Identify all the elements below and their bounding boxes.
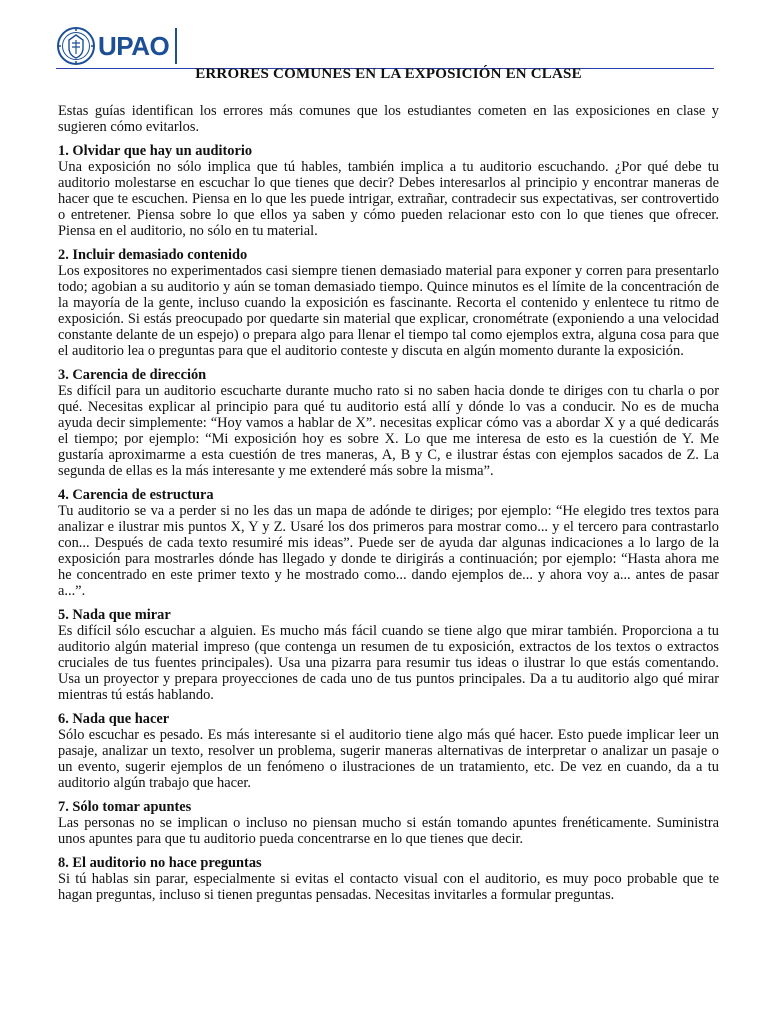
document-body: [58, 66, 719, 911]
section-body: Si tú hablas sin parar, especialmente si evitas el contacto visual con el auditorio, es muy poco probable que te hagan preguntas, incluso si tienen preguntas pensadas. Necesitas invitarles a formular preguntas.: [58, 871, 719, 903]
section-body: Sólo escuchar es pesado. Es más interesante si el auditorio tiene algo más qué hacer. Esto puede implicar leer un pasaje, analizar un texto, resolver un problema, sugerir maneras alternativas de interpretar o analizar un pasaje o un evento, sugerir ejemplos de un fenómeno o ilustraciones de un tratamiento, etc. De vez en cuando, da a tu auditorio algún trabajo que hacer.: [58, 727, 719, 791]
document-title: ERRORES COMUNES EN LA EXPOSICIÓN EN CLASE: [195, 66, 582, 82]
intro-paragraph: Estas guías identifican los errores más comunes que los estudiantes cometen en las exposiciones en clase y sugieren cómo evitarlos.: [58, 103, 719, 135]
section-forget-audience: [58, 143, 719, 239]
section-lack-of-direction: [58, 367, 719, 479]
section-lack-of-structure: [58, 487, 719, 599]
section-heading: 3. Carencia de dirección: [58, 367, 207, 383]
upao-logo: [56, 26, 177, 66]
page-header: [56, 26, 714, 69]
section-body: Las personas no se implican o incluso no piensan mucho si están tomando apuntes frenéticamente. Suministra unos apuntes para que tu auditorio pueda concentrarse en lo que tienes que decir.: [58, 815, 719, 847]
section-body: Tu auditorio se va a perder si no les das un mapa de adónde te diriges; por ejemplo: “He elegido tres textos para analizar e ilustrar mis puntos X, Y y Z. Usaré los dos primeros para mostrar como... y el tercero para contrastarlo con... Después de cada texto resumiré mis ideas”. Puede ser de ayuda dar algunas indicaciones a lo largo de la exposición para mostrarles dónde has llegado y donde te dirigirás a continuación; por ejemplo: “Hasta ahora me he concentrado en este primer texto y he mostrado como... dando ejemplos de... y ahora voy a... antes de pasar a...”.: [58, 503, 719, 599]
section-too-much-content: [58, 247, 719, 359]
section-heading: 4. Carencia de estructura: [58, 487, 214, 503]
logo-text: UPAO: [98, 30, 170, 61]
section-heading: 1. Olvidar que hay un auditorio: [58, 143, 253, 159]
section-heading: 6. Nada que hacer: [58, 711, 170, 727]
section-body: Es difícil para un auditorio escucharte durante mucho rato si no saben hacia donde te diriges con tu charla o por qué. Necesitas explicar al principio para qué tu auditorio está allí y dónde lo vas a conducir. No es de mucha ayuda decir simplemente: “Hoy vamos a hablar de X”. necesitas explicar cómo vas a abordar X y a qué dedicarás el tiempo; por ejemplo: “Mi exposición hoy es sobre X. Lo que me interesa de esto es la cuestión de Y. Me gustaría aproximarme a esta cuestión de tres maneras, A, B y C, e ilustrar éstas con ejemplos sacados de Z. La segunda de ellas es la más interesante y me extenderé más sobre la misma”.: [58, 383, 719, 479]
section-no-questions: [58, 855, 719, 903]
section-heading: 8. El auditorio no hace preguntas: [58, 855, 262, 871]
section-heading: 2. Incluir demasiado contenido: [58, 247, 248, 263]
section-heading: 7. Sólo tomar apuntes: [58, 799, 192, 815]
section-only-taking-notes: [58, 799, 719, 847]
section-body: Es difícil sólo escuchar a alguien. Es mucho más fácil cuando se tiene algo que mirar también. Proporciona a tu auditorio algún material impreso (que contenga un resumen de tu exposición, extractos de los textos o extractos cruciales de tus fuentes principales). Usa una pizarra para resumir tus ideas o ilustrar lo que estás comentando. Usa un proyector y prepara proyecciones de cada uno de tus puntos principales. Da a tu auditorio algo qué mirar mientras tú estás hablando.: [58, 623, 719, 703]
university-seal-icon: [56, 26, 96, 66]
section-body: Una exposición no sólo implica que tú hables, también implica a tu auditorio escuchando. ¿Por qué debe tu auditorio molestarse en escuchar lo que tienes que decir? Debes interesarlos al principio y encontrar maneras de hacer que te escuchen. Piensa en lo que les puede intrigar, extrañar, contradecir sus expectativas, ser controvertido o entretener. Piensa sobre lo que ellos ya saben y cómo pueden relacionar esto con lo que tienes que ofrecer. Piensa en el auditorio, no sólo en tu material.: [58, 159, 719, 239]
section-heading: 5. Nada que mirar: [58, 607, 171, 623]
section-nothing-to-look-at: [58, 607, 719, 703]
logo-divider: [175, 28, 177, 64]
section-body: Los expositores no experimentados casi siempre tienen demasiado material para exponer y corren para presentarlo todo; agobian a su auditorio y aún se toman demasiado tiempo. Quince minutos es el límite de la concentración de la mayoría de la gente, incluso cuando la exposición es fascinante. Recorta el contenido y enlentece tu ritmo de exposición. Si estás preocupado por quedarte sin material que explicar, cronométrate (exponiendo a una velocidad constante delante de un espejo) o prepara algo para llenar el tiempo tal como ejemplos extra, alguna cosa para que el auditorio lea o preguntas para que el auditorio conteste y discuta en algún momento durante la exposición.: [58, 263, 719, 359]
section-nothing-to-do: [58, 711, 719, 791]
